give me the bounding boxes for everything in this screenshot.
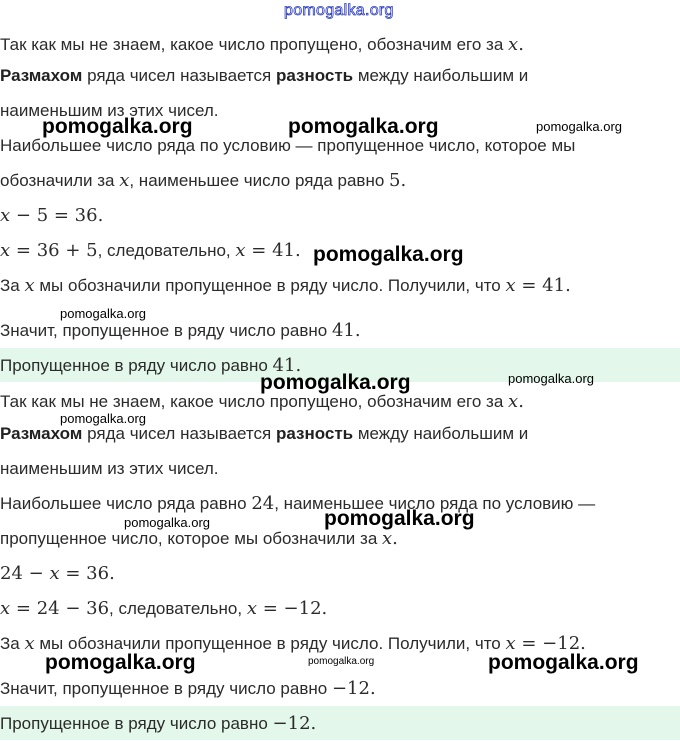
task-a-answer: Пропущенное в ряду число равно 41. [0, 355, 302, 376]
task-a-conclusion: За x мы обозначили пропущенное в ряду число. Получили, что x = 41. [0, 275, 571, 296]
watermark: pomogalka.org [45, 651, 196, 674]
watermark: pomogalka.org [288, 115, 439, 138]
task-b-condition-1: Наибольшее число ряда равно 24, наименьшее число ряда по условию — [0, 493, 596, 514]
task-b-definition-cont: наименьшим из этих чисел. [0, 459, 219, 478]
watermark: pomogalka.org [260, 371, 411, 394]
watermark: pomogalka.org [536, 119, 622, 134]
watermark: pomogalka.org [313, 243, 464, 266]
watermark: pomogalka.org [324, 507, 475, 530]
task-a-condition-2: обозначили за x, наименьшее число ряда равно 5. [0, 170, 407, 191]
task-a-equation-2: x = 36 + 5, следовательно, x = 41. [0, 240, 301, 261]
watermark: pomogalka.org [124, 515, 210, 530]
task-a-condition-1: Наибольшее число ряда по условию — пропущенное число, которое мы [0, 136, 576, 155]
task-b-answer: Пропущенное в ряду число равно −12. [0, 713, 317, 734]
watermark: pomogalka.org [308, 656, 375, 667]
task-a-equation-1: x − 5 = 36. [0, 205, 104, 226]
task-b-intro: Так как мы не знаем, какое число пропущено, обозначим его за x. [0, 391, 524, 412]
task-a-definition: Размахом ряда чисел называется разность между наибольшим и [0, 66, 529, 85]
watermark-top: pomogalka.org [284, 2, 394, 19]
task-b-equation-1: 24 − x = 36. [0, 563, 115, 584]
watermark: pomogalka.org [508, 371, 594, 386]
task-b-equation-2: x = 24 − 36, следовательно, x = −12. [0, 598, 328, 619]
task-b-conclusion: За x мы обозначили пропущенное в ряду число. Получили, что x = −12. [0, 633, 586, 654]
task-b-result: Значит, пропущенное в ряду число равно −12. [0, 678, 376, 699]
watermark: pomogalka.org [60, 411, 146, 426]
task-a-definition-cont: наименьшим из этих чисел. [0, 101, 219, 120]
watermark: pomogalka.org [488, 651, 639, 674]
watermark: pomogalka.org [60, 306, 146, 321]
task-b-definition: Размахом ряда чисел называется разность между наибольшим и [0, 424, 529, 443]
task-b-condition-2: пропущенное число, которое мы обозначили за x. [0, 528, 398, 549]
task-a-result: Значит, пропущенное в ряду число равно 41. [0, 320, 361, 341]
watermark: pomogalka.org [42, 115, 193, 138]
task-a-intro: Так как мы не знаем, какое число пропущено, обозначим его за x. [0, 34, 524, 55]
